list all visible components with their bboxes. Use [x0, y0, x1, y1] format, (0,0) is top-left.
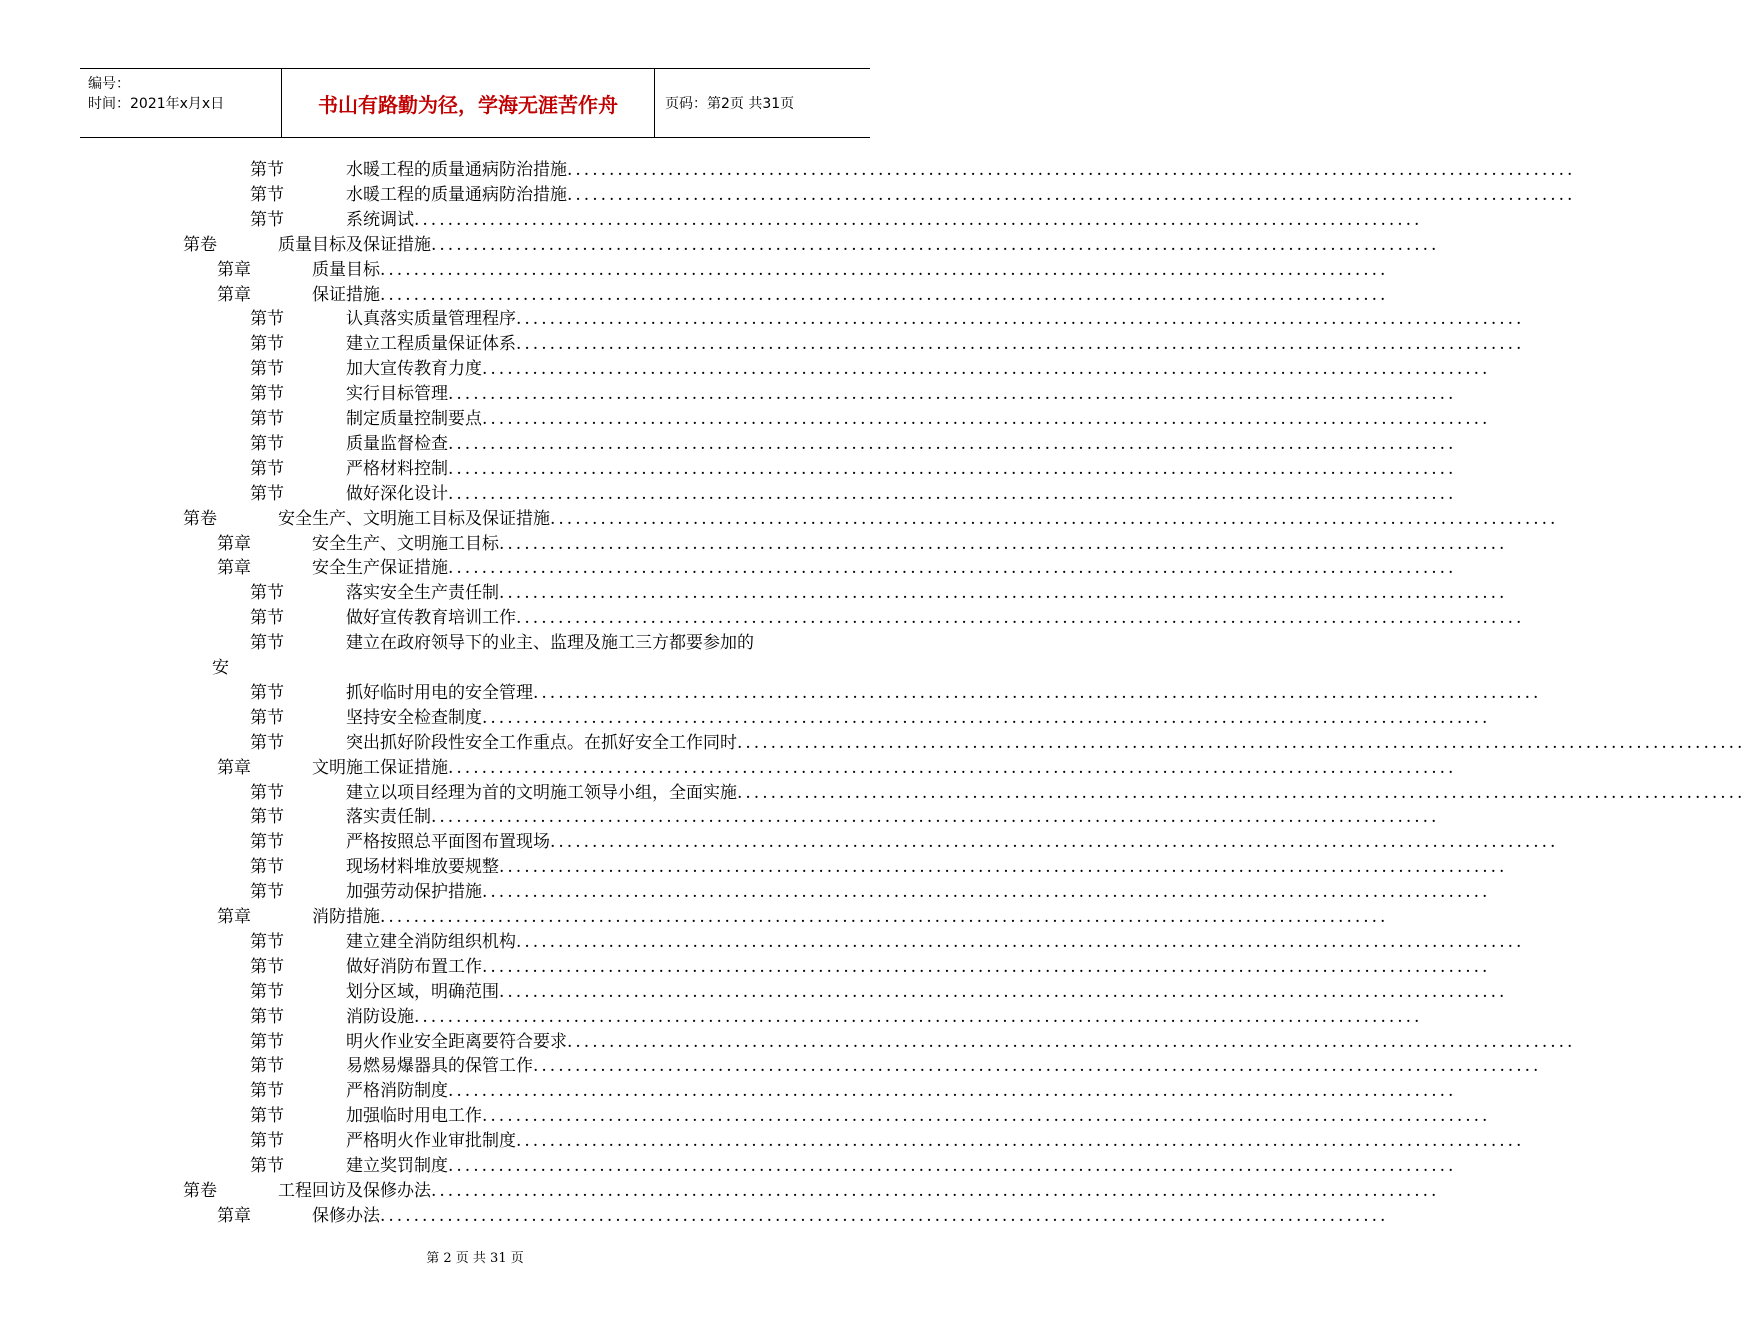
toc-entry-label: 第节 [250, 1131, 284, 1151]
toc-entry-title: 做好消防布置工作 [346, 957, 482, 977]
toc-entry[interactable] [0, 706, 1491, 731]
toc-entry-title: 严格消防制度 [346, 1081, 448, 1101]
toc-entry-label: 第节 [250, 932, 284, 952]
toc-entry-title: 认真落实质量管理程序 [346, 309, 516, 329]
header-page-info: 页码：第2页 共31页 [665, 96, 795, 112]
toc-entry[interactable] [0, 1030, 1576, 1055]
toc-entry-title: 坚持安全检查制度 [346, 708, 482, 728]
toc-entry-title: 抓好临时用电的安全管理 [346, 683, 533, 703]
toc-entry-label: 第章 [217, 285, 251, 305]
toc-dot-leader: ........................................................................................................................ [482, 359, 1491, 379]
toc-dot-leader: ........................................................................................................................ [448, 434, 1457, 454]
toc-dot-leader: ........................................................................................................................ [516, 932, 1525, 952]
toc-dot-leader: ........................................................................................................................ [499, 583, 1508, 603]
toc-entry[interactable] [0, 1079, 1457, 1104]
toc-entry-title: 做好深化设计 [346, 484, 448, 504]
page-header [80, 68, 870, 138]
toc-entry[interactable] [0, 457, 1457, 482]
toc-entry-label: 第章 [217, 260, 251, 280]
toc-entry-title: 质量目标及保证措施 [278, 235, 431, 255]
toc-entry-label: 第节 [250, 683, 284, 703]
toc-dot-leader: ........................................................................................................................ [448, 558, 1457, 578]
toc-entry-title: 加强临时用电工作 [346, 1106, 482, 1126]
toc-dot-leader: ........................................................................................................................ [414, 1007, 1423, 1027]
toc-entry[interactable] [0, 208, 1423, 233]
toc-dot-leader: ........................................................................................................................ [448, 384, 1457, 404]
document-number-label: 编号： [88, 76, 130, 92]
toc-entry-label: 第节 [250, 982, 284, 1002]
toc-entry-title: 消防设施 [346, 1007, 414, 1027]
toc-entry[interactable] [0, 1054, 1542, 1079]
toc-entry-label: 第节 [250, 608, 284, 628]
toc-dot-leader: ........................................................................................................................ [448, 758, 1457, 778]
document-date-label: 时间：2021年x月x日 [88, 96, 225, 112]
toc-entry-label: 第卷 [183, 1181, 217, 1201]
toc-entry-title: 明火作业安全距离要符合要求 [346, 1032, 567, 1052]
toc-entry[interactable] [0, 606, 1525, 631]
toc-entry[interactable] [0, 432, 1457, 457]
toc-entry-title: 消防措施 [312, 907, 380, 927]
toc-entry[interactable] [0, 556, 1457, 581]
toc-entry-title: 文明施工保证措施 [312, 758, 448, 778]
toc-entry-title: 建立在政府领导下的业主、监理及施工三方都要参加的 [346, 633, 754, 653]
toc-entry[interactable] [0, 307, 1525, 332]
toc-dot-leader: ........................................................................................................................ [431, 235, 1440, 255]
toc-dot-leader: ........................................................................................................................ [431, 807, 1440, 827]
toc-dot-leader: ........................................................................................................................ [567, 185, 1576, 205]
toc-entry-title: 安全生产、文明施工目标 [312, 534, 499, 554]
toc-entry-label: 第节 [250, 857, 284, 877]
toc-entry[interactable] [0, 1104, 1491, 1129]
toc-dot-leader: ........................................................................................................................ [431, 1181, 1440, 1201]
toc-entry-label: 第节 [250, 1081, 284, 1101]
toc-entry-title: 现场材料堆放要规整 [346, 857, 499, 877]
toc-entry-title: 工程回访及保修办法 [278, 1181, 431, 1201]
toc-entry-title: 安全生产保证措施 [312, 558, 448, 578]
toc-entry-label: 第节 [250, 708, 284, 728]
toc-entry-label: 第节 [250, 583, 284, 603]
toc-entry[interactable] [0, 756, 1457, 781]
toc-dot-leader: ........................................................................................................................ [482, 409, 1491, 429]
toc-entry[interactable] [0, 830, 1559, 855]
toc-dot-leader: ........................................................................................................................ [550, 832, 1559, 852]
toc-continuation: 安 [212, 658, 229, 678]
toc-entry-label: 第节 [250, 359, 284, 379]
toc-entry-label: 第节 [250, 1056, 284, 1076]
toc-dot-leader: ........................................................................................................................ [499, 857, 1508, 877]
toc-entry[interactable] [0, 1154, 1457, 1179]
toc-entry[interactable] [0, 382, 1457, 407]
toc-dot-leader: ........................................................................................................................ [482, 957, 1491, 977]
toc-entry[interactable] [0, 631, 754, 656]
toc-dot-leader: ........................................................................................................................ [550, 509, 1559, 529]
toc-entry-label: 第节 [250, 309, 284, 329]
header-meta-cell [80, 69, 282, 137]
toc-entry-label: 第节 [250, 1007, 284, 1027]
toc-entry-title: 做好宣传教育培训工作 [346, 608, 516, 628]
toc-entry-label: 第节 [250, 957, 284, 977]
toc-entry-title: 严格材料控制 [346, 459, 448, 479]
toc-entry[interactable] [0, 855, 1508, 880]
toc-dot-leader: ........................................................................................................................ [482, 1106, 1491, 1126]
toc-entry-title: 加大宣传教育力度 [346, 359, 482, 379]
toc-dot-leader: ........................................................................................................................ [533, 1056, 1542, 1076]
toc-entry[interactable] [0, 581, 1508, 606]
toc-dot-leader: ........................................................................................................................ [380, 260, 1389, 280]
toc-entry-title: 建立以项目经理为首的文明施工领导小组，全面实施 [346, 783, 737, 803]
toc-entry[interactable] [0, 880, 1491, 905]
toc-dot-leader: ........................................................................................................................ [567, 1032, 1576, 1052]
toc-dot-leader: ........................................................................................................................ [448, 1081, 1457, 1101]
toc-entry[interactable] [0, 158, 1576, 183]
toc-dot-leader: ........................................................................................................................ [448, 1156, 1457, 1176]
toc-entry[interactable] [0, 980, 1508, 1005]
toc-entry-label: 第节 [250, 1032, 284, 1052]
toc-entry[interactable] [0, 332, 1525, 357]
toc-entry-title: 实行目标管理 [346, 384, 448, 404]
toc-entry-label: 第节 [250, 633, 284, 653]
toc-entry-title: 建立工程质量保证体系 [346, 334, 516, 354]
toc-dot-leader: ........................................................................................................................ [482, 882, 1491, 902]
toc-entry-label: 第节 [250, 160, 284, 180]
toc-dot-leader: ........................................................................................................................ [380, 1206, 1389, 1226]
toc-dot-leader: ........................................................................................................................ [516, 1131, 1525, 1151]
toc-dot-leader: ........................................................................................................................ [499, 534, 1508, 554]
toc-entry[interactable] [0, 1129, 1525, 1154]
toc-entry[interactable] [0, 781, 1745, 806]
toc-entry[interactable] [0, 532, 1508, 557]
toc-entry-title: 建立奖罚制度 [346, 1156, 448, 1176]
toc-entry-label: 第节 [250, 384, 284, 404]
toc-entry-label: 第节 [250, 733, 284, 753]
toc-entry-title: 突出抓好阶段性安全工作重点。在抓好安全工作同时 [346, 733, 737, 753]
toc-dot-leader: ........................................................................................................................ [448, 484, 1457, 504]
toc-entry-label: 第节 [250, 1156, 284, 1176]
toc-entry-label: 第节 [250, 783, 284, 803]
toc-entry-label: 第节 [250, 832, 284, 852]
toc-entry-label: 第卷 [183, 235, 217, 255]
header-motto: 书山有路勤为径，学海无涯苦作舟 [282, 69, 655, 137]
toc-entry[interactable] [0, 1005, 1423, 1030]
toc-entry[interactable] [0, 955, 1491, 980]
toc-dot-leader: ........................................................................................................................ [533, 683, 1542, 703]
toc-entry[interactable] [0, 507, 1559, 532]
toc-dot-leader: ........................................................................................................................ [516, 334, 1525, 354]
toc-dot-leader: ........................................................................................................................ [499, 982, 1508, 1002]
toc-entry-label: 第章 [217, 558, 251, 578]
toc-dot-leader: ........................................................................................................................ [482, 708, 1491, 728]
toc-entry-title: 加强劳动保护措施 [346, 882, 482, 902]
toc-dot-leader: ........................................................................................................................ [414, 210, 1423, 230]
toc-entry[interactable] [0, 1179, 1440, 1204]
toc-entry[interactable] [0, 183, 1576, 208]
toc-entry-label: 第节 [250, 1106, 284, 1126]
toc-entry-title: 严格按照总平面图布置现场 [346, 832, 550, 852]
toc-dot-leader: ........................................................................................................................ [737, 783, 1745, 803]
toc-entry[interactable] [0, 283, 1389, 308]
toc-dot-leader: ........................................................................................................................ [516, 608, 1525, 628]
toc-entry-label: 第节 [250, 185, 284, 205]
toc-entry[interactable] [0, 681, 1542, 706]
toc-entry[interactable] [0, 805, 1440, 830]
toc-entry-label: 第节 [250, 882, 284, 902]
toc-entry-label: 第卷 [183, 509, 217, 529]
toc-entry-title: 保证措施 [312, 285, 380, 305]
toc-entry-title: 易燃易爆器具的保管工作 [346, 1056, 533, 1076]
toc-entry-title: 质量目标 [312, 260, 380, 280]
toc-entry-label: 第节 [250, 409, 284, 429]
toc-entry-title: 水暖工程的质量通病防治措施 [346, 185, 567, 205]
toc-entry-label: 第章 [217, 1206, 251, 1226]
toc-entry-title: 安全生产、文明施工目标及保证措施 [278, 509, 550, 529]
toc-entry-title: 落实责任制 [346, 807, 431, 827]
toc-entry-title: 落实安全生产责任制 [346, 583, 499, 603]
toc-entry[interactable] [0, 258, 1389, 283]
toc-entry-label: 第节 [250, 334, 284, 354]
page-footer: 第 2 页 共 31 页 [426, 1251, 524, 1266]
toc-entry[interactable] [0, 482, 1457, 507]
toc-entry[interactable] [0, 357, 1491, 382]
toc-entry-title: 制定质量控制要点 [346, 409, 482, 429]
toc-entry[interactable] [0, 1204, 1389, 1229]
toc-entry-label: 第节 [250, 459, 284, 479]
toc-entry-title: 严格明火作业审批制度 [346, 1131, 516, 1151]
toc-entry-label: 第节 [250, 807, 284, 827]
toc-dot-leader: ........................................................................................................................ [516, 309, 1525, 329]
toc-entry-title: 质量监督检查 [346, 434, 448, 454]
toc-entry[interactable] [0, 407, 1491, 432]
toc-entry-title: 保修办法 [312, 1206, 380, 1226]
toc-dot-leader: ........................................................................................................................ [380, 907, 1389, 927]
toc-entry-label: 第节 [250, 210, 284, 230]
toc-dot-leader: ........................................................................................................................ [567, 160, 1576, 180]
toc-entry-label: 第章 [217, 534, 251, 554]
toc-entry[interactable] [0, 233, 1440, 258]
toc-entry-title: 划分区域，明确范围 [346, 982, 499, 1002]
toc-entry-label: 第节 [250, 484, 284, 504]
toc-entry-label: 第章 [217, 907, 251, 927]
toc-entry-title: 系统调试 [346, 210, 414, 230]
toc-dot-leader: ........................................................................................................................ [448, 459, 1457, 479]
toc-dot-leader: ........................................................................................................................ [737, 733, 1745, 753]
toc-entry[interactable] [0, 731, 1745, 756]
toc-entry-label: 第章 [217, 758, 251, 778]
toc-dot-leader: ........................................................................................................................ [380, 285, 1389, 305]
toc-entry-label: 第节 [250, 434, 284, 454]
toc-entry-title: 建立建全消防组织机构 [346, 932, 516, 952]
toc-entry[interactable] [0, 930, 1525, 955]
toc-entry[interactable] [0, 905, 1389, 930]
toc-entry-title: 水暖工程的质量通病防治措施 [346, 160, 567, 180]
